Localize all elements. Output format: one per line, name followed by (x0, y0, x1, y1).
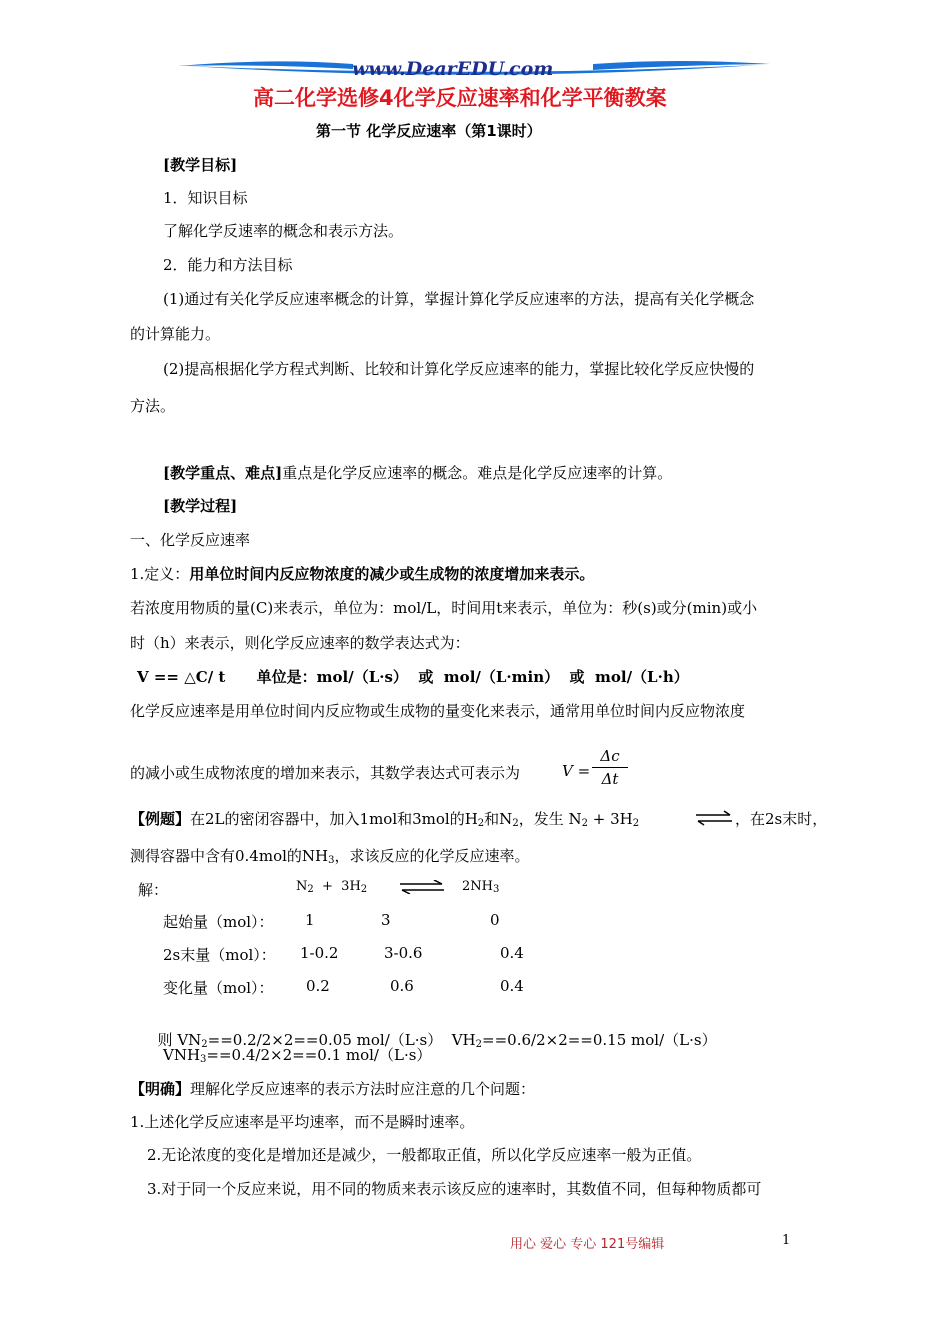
result-c: ==0.6/2×2==0.15 mol/（L·s） (482, 1031, 717, 1049)
rate-formula: V == △C/ t 单位是：mol/（L·s） 或 mol/（L·min） 或 mol/（L·h） (137, 668, 689, 686)
keypoints-paragraph (163, 462, 672, 483)
result-b: ==0.2/2×2==0.05 mol/（L·s） VH (207, 1031, 476, 1049)
subscript: 2 (512, 818, 519, 829)
example-text-d: + 3H (587, 810, 633, 828)
row-value-c: 0.4 (500, 977, 524, 995)
row-value-c: 0 (490, 911, 500, 929)
objective-item-1: 1．知识目标 (163, 189, 248, 207)
fraction-lhs: V = (562, 762, 591, 780)
result-d: VNH (163, 1046, 201, 1064)
definition-label: 1.定义： (130, 565, 190, 583)
solution-equation-left (296, 879, 367, 895)
objective-item-1-text: 了解化学反速率的概念和表示方法。 (163, 222, 404, 240)
units-paragraph-line-2: 时（h）来表示，则化学反应速率的数学表达式为： (130, 634, 470, 652)
clarify-text: 理解化学反应速率的表示方法时应注意的几个问题： (190, 1080, 536, 1098)
solution-label: 解： (138, 881, 169, 899)
objective-point-1-line-1: (1)通过有关化学反应速率概念的计算，掌握计算化学反应速率的方法，提高有关化学概念 (163, 290, 755, 308)
keypoints-text: 重点是化学反应速率的概念。难点是化学反应速率的计算。 (282, 464, 673, 482)
row-value-a: 1 (305, 911, 315, 929)
subscript: 2 (477, 818, 485, 829)
clarify-line (130, 1078, 535, 1099)
row-value-a: 0.2 (306, 977, 330, 995)
row-value-b: 3-0.6 (384, 944, 423, 962)
site-logo: www.DearEDU.com (352, 58, 554, 80)
solution-equation-right (462, 879, 499, 895)
section-title: 第一节 化学反应速率（第1课时） (316, 122, 542, 140)
subscript: 3 (328, 855, 335, 866)
eq-h: + 3H (313, 879, 361, 894)
objective-point-2-line-2: 方法。 (130, 397, 176, 415)
fraction-denominator: Δt (601, 770, 619, 788)
row-value-b: 0.6 (390, 977, 414, 995)
row-label: 变化量（mol）： (163, 979, 274, 997)
process-heading: [教学过程] (163, 497, 238, 515)
list-item: 1.上述化学反应速率是平均速率，而不是瞬时速率。 (130, 1113, 475, 1131)
footer-text: 用心 爱心 专心 121号编辑 (510, 1237, 665, 1252)
eq-nh: 2NH (462, 879, 493, 894)
equilibrium-arrow-icon (694, 810, 734, 826)
row-value-a: 1-0.2 (300, 944, 339, 962)
example-line-2-b: ，求该反应的化学反应速率。 (334, 847, 530, 865)
example-text-c: ，发生 N (518, 810, 582, 828)
row-value-b: 3 (381, 911, 391, 929)
clarify-label: 【明确】 (130, 1080, 191, 1098)
result-e: ==0.4/2×2==0.1 mol/（L·s） (206, 1046, 432, 1064)
example-label: 【例题】 (130, 810, 191, 828)
example-line-2 (130, 845, 530, 866)
definition-text: 用单位时间内反应物浓度的减少或生成物的浓度增加来表示。 (189, 565, 595, 583)
subscript: 2 (475, 1039, 483, 1050)
row-value-c: 0.4 (500, 944, 524, 962)
result-a: 则 VN (157, 1031, 202, 1049)
units-paragraph-line-1: 若浓度用物质的量(C)来表示，单位为：mol/L，时间用t来表示，单位为：秒(s)或分(min)或小 (130, 599, 758, 617)
row-label: 起始量（mol）： (163, 913, 274, 931)
subscript: 3 (492, 884, 500, 895)
subscript: 3 (200, 1054, 207, 1065)
subscript: 2 (201, 1039, 208, 1050)
objective-point-1-line-2: 的计算能力。 (130, 325, 221, 343)
subscript: 2 (307, 884, 314, 895)
example-line-2-a: 测得容器中含有0.4mol的NH (130, 847, 329, 865)
page-number: 1 (782, 1233, 791, 1248)
example-line-1 (130, 808, 639, 829)
list-item: 2.无论浓度的变化是增加还是减少，一般都取正值，所以化学反应速率一般为正值。 (147, 1146, 702, 1164)
eq-n: N (296, 879, 308, 894)
solution-result-2 (163, 1044, 431, 1065)
objectives-heading: [教学目标] (163, 156, 238, 174)
subscript: 2 (632, 818, 640, 829)
fraction-numerator: Δc (592, 747, 628, 768)
solution-equilibrium-arrow-icon (398, 880, 446, 894)
objective-item-2: 2．能力和方法目标 (163, 256, 293, 274)
keypoints-label: [教学重点、难点] (163, 464, 283, 482)
subscript: 2 (360, 884, 368, 895)
example-text-b: 和N (484, 810, 513, 828)
subscript: 2 (581, 818, 588, 829)
example-text-e: ，在2s末时， (735, 810, 828, 828)
list-item: 3.对于同一个反应来说，用不同的物质来表示该反应的速率时，其数值不同，但每种物质都可 (147, 1180, 762, 1198)
objective-point-2-line-1: (2)提高根据化学方程式判断、比较和计算化学反应速率的能力，掌握比较化学反应快慢的 (163, 360, 755, 378)
example-text-a: 在2L的密闭容器中，加入1mol和3mol的H (190, 810, 478, 828)
row-label: 2s末量（mol）： (163, 946, 276, 964)
rate-paragraph-line-2: 的减小或生成物浓度的增加来表示，其数学表达式可表示为 (130, 764, 521, 782)
part-1-heading: 一、化学反应速率 (130, 531, 251, 549)
document-title: 高二化学选修4化学反应速率和化学平衡教案 (253, 86, 667, 110)
rate-fraction (592, 747, 628, 788)
rate-paragraph-line-1: 化学反应速率是用单位时间内反应物或生成物的量变化来表示，通常用单位时间内反应物浓度 (130, 702, 746, 720)
definition-line (130, 563, 594, 584)
